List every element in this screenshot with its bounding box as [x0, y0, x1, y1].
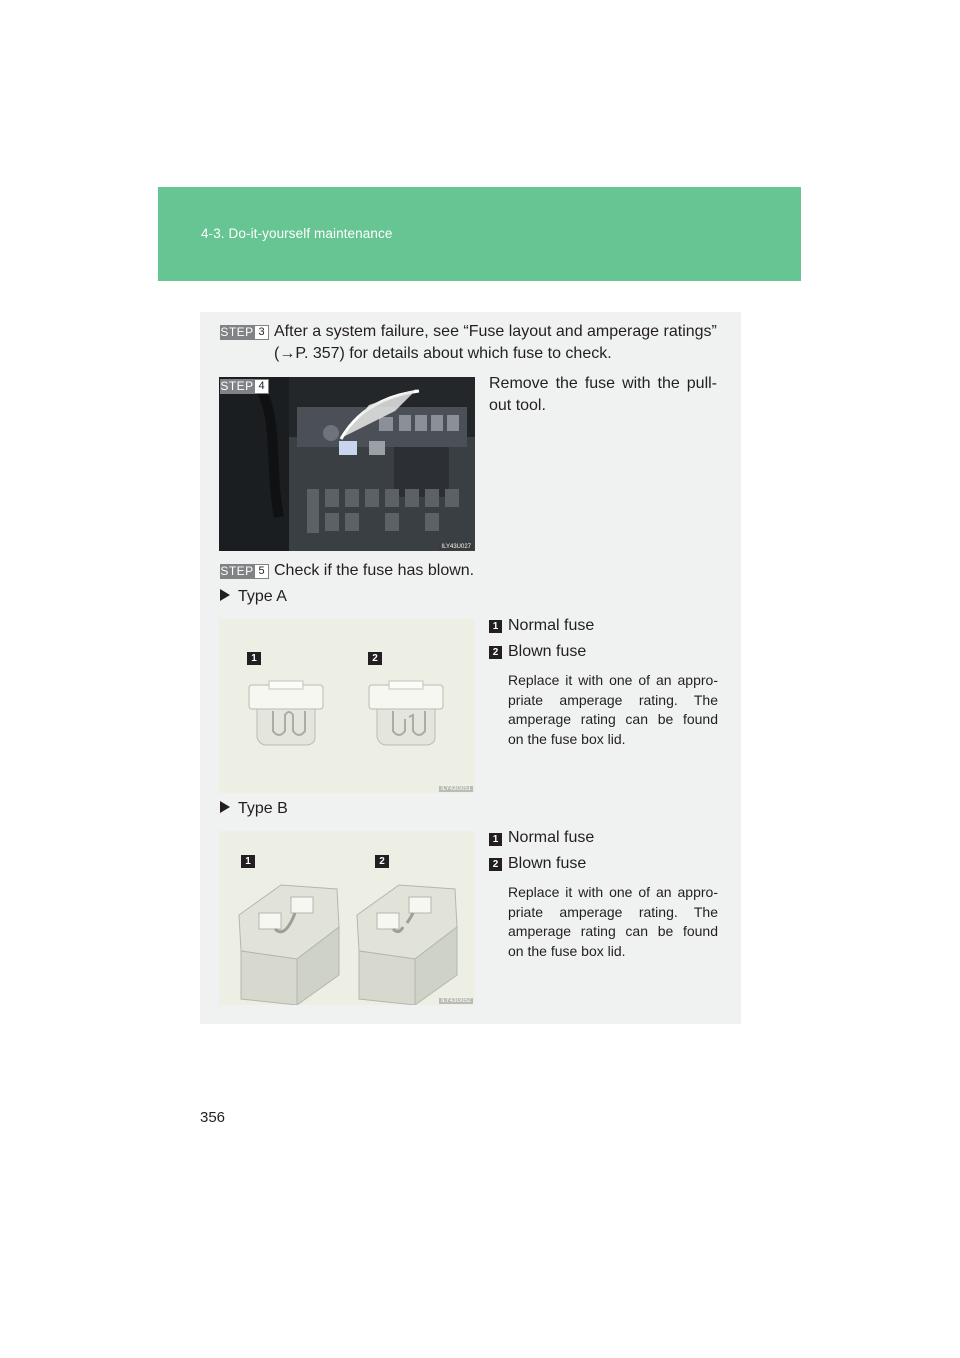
- note-line: amperage rating can be found: [508, 711, 718, 727]
- type-b-label: Type B: [238, 800, 288, 817]
- section-title: 4-3. Do-it-yourself maintenance: [201, 226, 393, 241]
- step-label: STEP: [220, 325, 254, 339]
- type-a-heading: [220, 586, 287, 608]
- note-line: priate amperage rating. The: [508, 903, 718, 920]
- image-code: ILY43G052: [441, 998, 471, 1004]
- note-line: on the fuse box lid.: [508, 730, 626, 747]
- note-line: amperage rating can be found: [508, 923, 718, 939]
- section-header-bar: [158, 187, 801, 281]
- blown-fuse-a: [369, 681, 443, 745]
- step-4-badge: [220, 379, 269, 394]
- step-5-badge: [220, 564, 269, 579]
- callout-1: 1: [247, 652, 261, 665]
- fuse-box-illustration: [219, 377, 475, 551]
- note-line: on the fuse box lid.: [508, 942, 626, 959]
- item-2-marker: 2: [489, 858, 502, 871]
- type-a-fuse-illustration: [219, 619, 475, 793]
- triangle-bullet-icon: [220, 589, 230, 601]
- type-b-note: [508, 883, 718, 961]
- callout-2: 2: [368, 652, 382, 665]
- type-a-label: Type A: [238, 588, 287, 605]
- step-label: STEP: [220, 379, 254, 393]
- step-number: 3: [254, 325, 269, 340]
- type-b-fuse-photo: [219, 831, 475, 1005]
- callout-1: 1: [241, 855, 255, 868]
- step-label: STEP: [220, 564, 254, 578]
- callout-2: 2: [375, 855, 389, 868]
- step-3-text-line2: (→P. 357) for details about which fuse to check.: [274, 345, 612, 362]
- step-number: 4: [254, 379, 269, 394]
- page-number: 356: [200, 1109, 226, 1126]
- normal-fuse-a: [249, 681, 323, 745]
- step-4-text-line1: Remove the fuse with the pull-: [489, 375, 717, 392]
- type-a-blown-fuse-label: Blown fuse: [508, 643, 587, 660]
- type-a-note: [508, 671, 718, 749]
- type-b-fuse-illustration: [219, 831, 475, 1005]
- image-code: ILY43U027: [441, 544, 471, 550]
- item-1-marker: 1: [489, 620, 502, 633]
- triangle-bullet-icon: [220, 801, 230, 813]
- type-a-fuse-photo: [219, 619, 475, 793]
- item-2-marker: 2: [489, 646, 502, 659]
- image-code: ILY43G051: [441, 786, 471, 792]
- item-1-marker: 1: [489, 833, 502, 846]
- fuse-box-photo: [219, 377, 475, 551]
- type-b-blown-fuse-label: Blown fuse: [508, 855, 587, 872]
- type-a-normal-fuse-label: Normal fuse: [508, 617, 595, 634]
- note-line: priate amperage rating. The: [508, 691, 718, 708]
- note-line: Replace it with one of an appro-: [508, 884, 718, 900]
- step-5-text: Check if the fuse has blown.: [274, 562, 475, 579]
- step-3-text-line1: After a system failure, see “Fuse layout and amperage ratings”: [274, 323, 717, 340]
- type-b-heading: [220, 798, 288, 820]
- type-b-normal-fuse-label: Normal fuse: [508, 829, 595, 846]
- note-line: Replace it with one of an appro-: [508, 672, 718, 688]
- step-3-badge: [220, 325, 269, 340]
- step-number: 5: [254, 564, 269, 579]
- step-4-text-line2: out tool.: [489, 397, 546, 414]
- content-panel: [200, 312, 741, 1024]
